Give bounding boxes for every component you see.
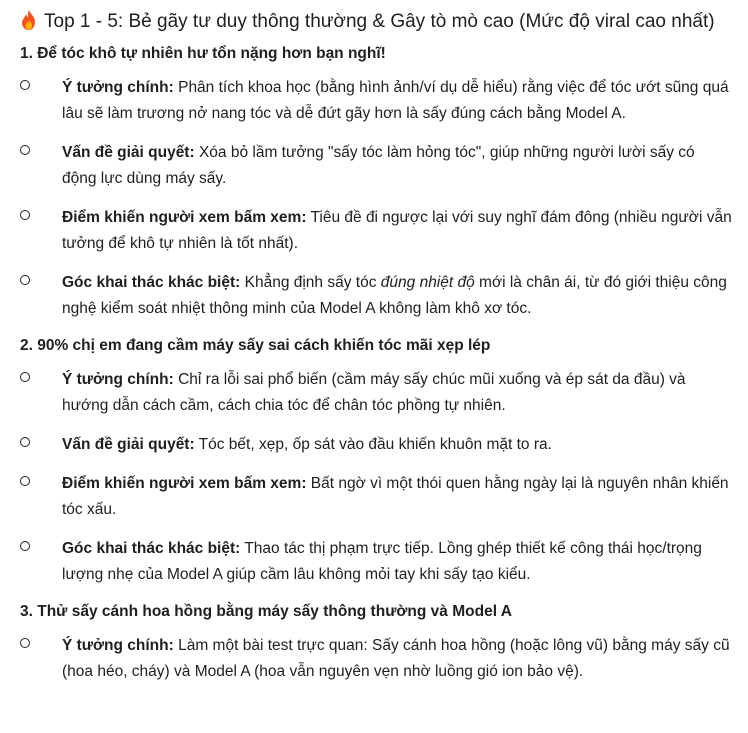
list-item bbox=[20, 205, 732, 257]
hollow-bullet-icon bbox=[20, 75, 32, 101]
list-item bbox=[20, 432, 732, 458]
list-item bbox=[20, 633, 732, 685]
idea-item-3 bbox=[20, 601, 732, 685]
hollow-bullet-icon bbox=[20, 140, 32, 166]
document-body bbox=[20, 8, 732, 698]
point-label: Ý tưởng chính: bbox=[62, 371, 174, 388]
point-text: Bất ngờ vì một thói quen hằng ngày lại là nguyên nhân khiến tóc xấu. bbox=[62, 475, 729, 518]
point-text: Tóc bết, xẹp, ốp sát vào đầu khiến khuôn mặt to ra. bbox=[194, 436, 552, 453]
point-label: Điểm khiến người xem bấm xem: bbox=[62, 209, 307, 226]
point-label: Vấn đề giải quyết: bbox=[62, 436, 195, 453]
hollow-bullet-icon bbox=[20, 536, 32, 562]
hollow-bullet-icon bbox=[20, 270, 32, 296]
list-item bbox=[20, 471, 732, 523]
idea-point-list bbox=[20, 633, 732, 685]
point-text: Thao tác thị phạm trực tiếp. Lồng ghép thiết kế công thái học/trọng lượng nhẹ của Model A giúp cầm lâu không mỏi tay khi sấy tạo kiểu. bbox=[62, 540, 702, 583]
hollow-bullet-icon bbox=[20, 367, 32, 393]
idea-item-2 bbox=[20, 335, 732, 588]
scroll-fade-overlay bbox=[0, 711, 748, 733]
point-label: Vấn đề giải quyết: bbox=[62, 144, 195, 161]
point-text: Làm một bài test trực quan: Sấy cánh hoa hồng (hoặc lông vũ) bằng máy sấy cũ (hoa héo, cháy) và Model A (hoa vẫn nguyên vẹn nhờ luồng gió ion bảo vệ). bbox=[62, 637, 730, 680]
point-text: Tiêu đề đi ngược lại với suy nghĩ đám đông (nhiều người vẫn tưởng để khô tự nhiên là tốt nhất). bbox=[62, 209, 732, 252]
list-item bbox=[20, 270, 732, 322]
point-label: Ý tưởng chính: bbox=[62, 637, 174, 654]
idea-title: 2. 90% chị em đang cầm máy sấy sai cách khiến tóc mãi xẹp lép bbox=[20, 337, 491, 354]
hollow-bullet-icon bbox=[20, 471, 32, 497]
point-label: Điểm khiến người xem bấm xem: bbox=[62, 475, 307, 492]
idea-point-list bbox=[20, 367, 732, 588]
hollow-bullet-icon bbox=[20, 432, 32, 458]
list-item bbox=[20, 367, 732, 419]
idea-point-list bbox=[20, 75, 732, 322]
list-item bbox=[20, 536, 732, 588]
idea-item-1 bbox=[20, 43, 732, 322]
idea-title: 1. Để tóc khô tự nhiên hư tổn nặng hơn bạn nghĩ! bbox=[20, 45, 386, 62]
point-label: Ý tưởng chính: bbox=[62, 79, 174, 96]
idea-title: 3. Thử sấy cánh hoa hồng bằng máy sấy thông thường và Model A bbox=[20, 603, 512, 620]
hollow-bullet-icon bbox=[20, 633, 32, 659]
list-item bbox=[20, 75, 732, 127]
section-heading-text: Top 1 - 5: Bẻ gãy tư duy thông thường & Gây tò mò cao (Mức độ viral cao nhất) bbox=[44, 11, 715, 32]
list-item bbox=[20, 140, 732, 192]
section-heading bbox=[20, 8, 732, 36]
point-text: Phân tích khoa học (bằng hình ảnh/ví dụ dễ hiểu) rằng việc để tóc ướt sũng quá lâu sẽ làm trương nở nang tóc và dễ đứt gãy hơn là sấy đúng cách bằng Model A. bbox=[62, 79, 729, 122]
point-label: Góc khai thác khác biệt: bbox=[62, 540, 241, 557]
hollow-bullet-icon bbox=[20, 205, 32, 231]
point-text: Khẳng định sấy tóc bbox=[240, 274, 381, 291]
fire-icon bbox=[20, 9, 38, 31]
point-text: Chỉ ra lỗi sai phổ biến (cầm máy sấy chúc mũi xuống và ép sát da đầu) và hướng dẫn cách cầm, cách chia tóc để chân tóc phồng tự nhiên. bbox=[62, 371, 686, 414]
point-text: mới là chân ái, từ đó giới thiệu công nghệ kiểm soát nhiệt thông minh của Model A không làm khô xơ tóc. bbox=[62, 274, 727, 317]
point-text: Xóa bỏ lầm tưởng "sấy tóc làm hỏng tóc", giúp những người lười sấy có động lực dùng máy sấy. bbox=[62, 144, 695, 187]
point-emphasis: đúng nhiệt độ bbox=[380, 274, 475, 291]
point-label: Góc khai thác khác biệt: bbox=[62, 274, 241, 291]
